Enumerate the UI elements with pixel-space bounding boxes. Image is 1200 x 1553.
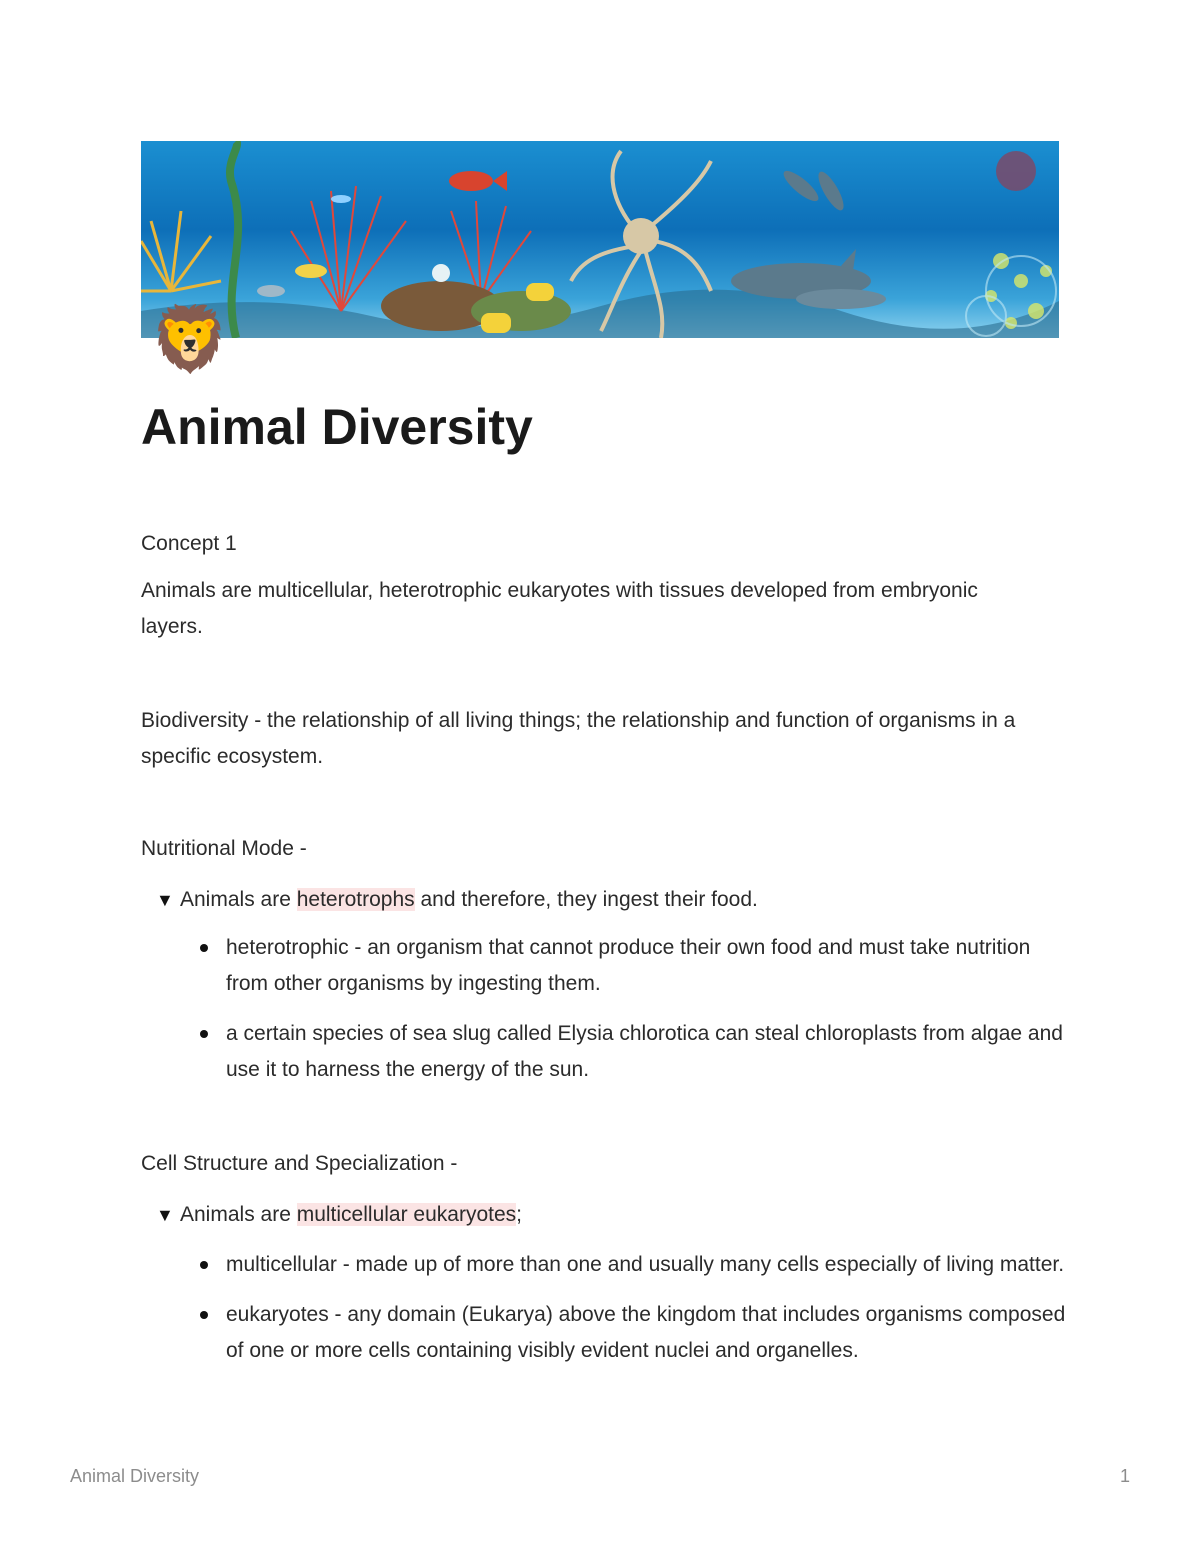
bullet-icon bbox=[200, 1311, 208, 1319]
list-item bbox=[200, 1247, 1070, 1283]
page-title: Animal Diversity bbox=[141, 399, 533, 455]
concept-text: Animals are multicellular, heterotrophic eukaryotes with tissues developed from embryonic layers. bbox=[141, 579, 978, 638]
bullet-icon bbox=[200, 944, 208, 952]
toggle-text-pre: Animals are bbox=[180, 1203, 297, 1226]
footer-title: Animal Diversity bbox=[70, 1466, 200, 1486]
biodiversity-definition: Biodiversity - the relationship of all living things; the relationship and function of organisms in a specific ecosystem. bbox=[141, 709, 1016, 768]
cells-bullet-list bbox=[200, 1247, 1070, 1383]
bullet-icon bbox=[200, 1261, 208, 1269]
nutrition-heading: Nutritional Mode - bbox=[141, 837, 307, 860]
list-item-text: a certain species of sea slug called Elysia chlorotica can steal chloroplasts from algae and use it to harness the energy of the sun. bbox=[226, 1022, 1063, 1081]
toggle-text-post: ; bbox=[516, 1203, 522, 1226]
cover-image bbox=[141, 141, 1059, 338]
list-item bbox=[200, 1016, 1070, 1088]
list-item-text: heterotrophic - an organism that cannot produce their own food and must take nutrition from other organisms by ingesting them. bbox=[226, 936, 1031, 995]
toggle-text-pre: Animals are bbox=[180, 888, 297, 911]
lion-face-icon: 🦁 bbox=[150, 303, 230, 375]
bullet-icon bbox=[200, 1030, 208, 1038]
ocean-scene-illustration bbox=[141, 141, 1059, 338]
cells-toggle[interactable] bbox=[156, 1197, 522, 1233]
toggle-text-post: and therefore, they ingest their food. bbox=[414, 888, 758, 911]
list-item-text: multicellular - made up of more than one and usually many cells especially of living matter. bbox=[226, 1253, 1065, 1276]
page-number: 1 bbox=[1119, 1466, 1130, 1486]
list-item bbox=[200, 930, 1070, 1002]
highlight-text: heterotrophs bbox=[296, 888, 415, 911]
toggle-triangle-icon[interactable]: ▼ bbox=[156, 890, 174, 910]
concept-label: Concept 1 bbox=[141, 532, 237, 555]
cells-heading: Cell Structure and Specialization - bbox=[141, 1152, 458, 1175]
nutrition-bullet-list bbox=[200, 930, 1070, 1102]
toggle-triangle-icon[interactable]: ▼ bbox=[156, 1205, 174, 1225]
highlight-text: multicellular eukaryotes bbox=[296, 1203, 517, 1226]
list-item-text: eukaryotes - any domain (Eukarya) above the kingdom that includes organisms composed of one or more cells containing visibly evident nuclei and organelles. bbox=[226, 1303, 1066, 1362]
list-item bbox=[200, 1297, 1070, 1369]
nutrition-toggle[interactable] bbox=[156, 882, 758, 918]
